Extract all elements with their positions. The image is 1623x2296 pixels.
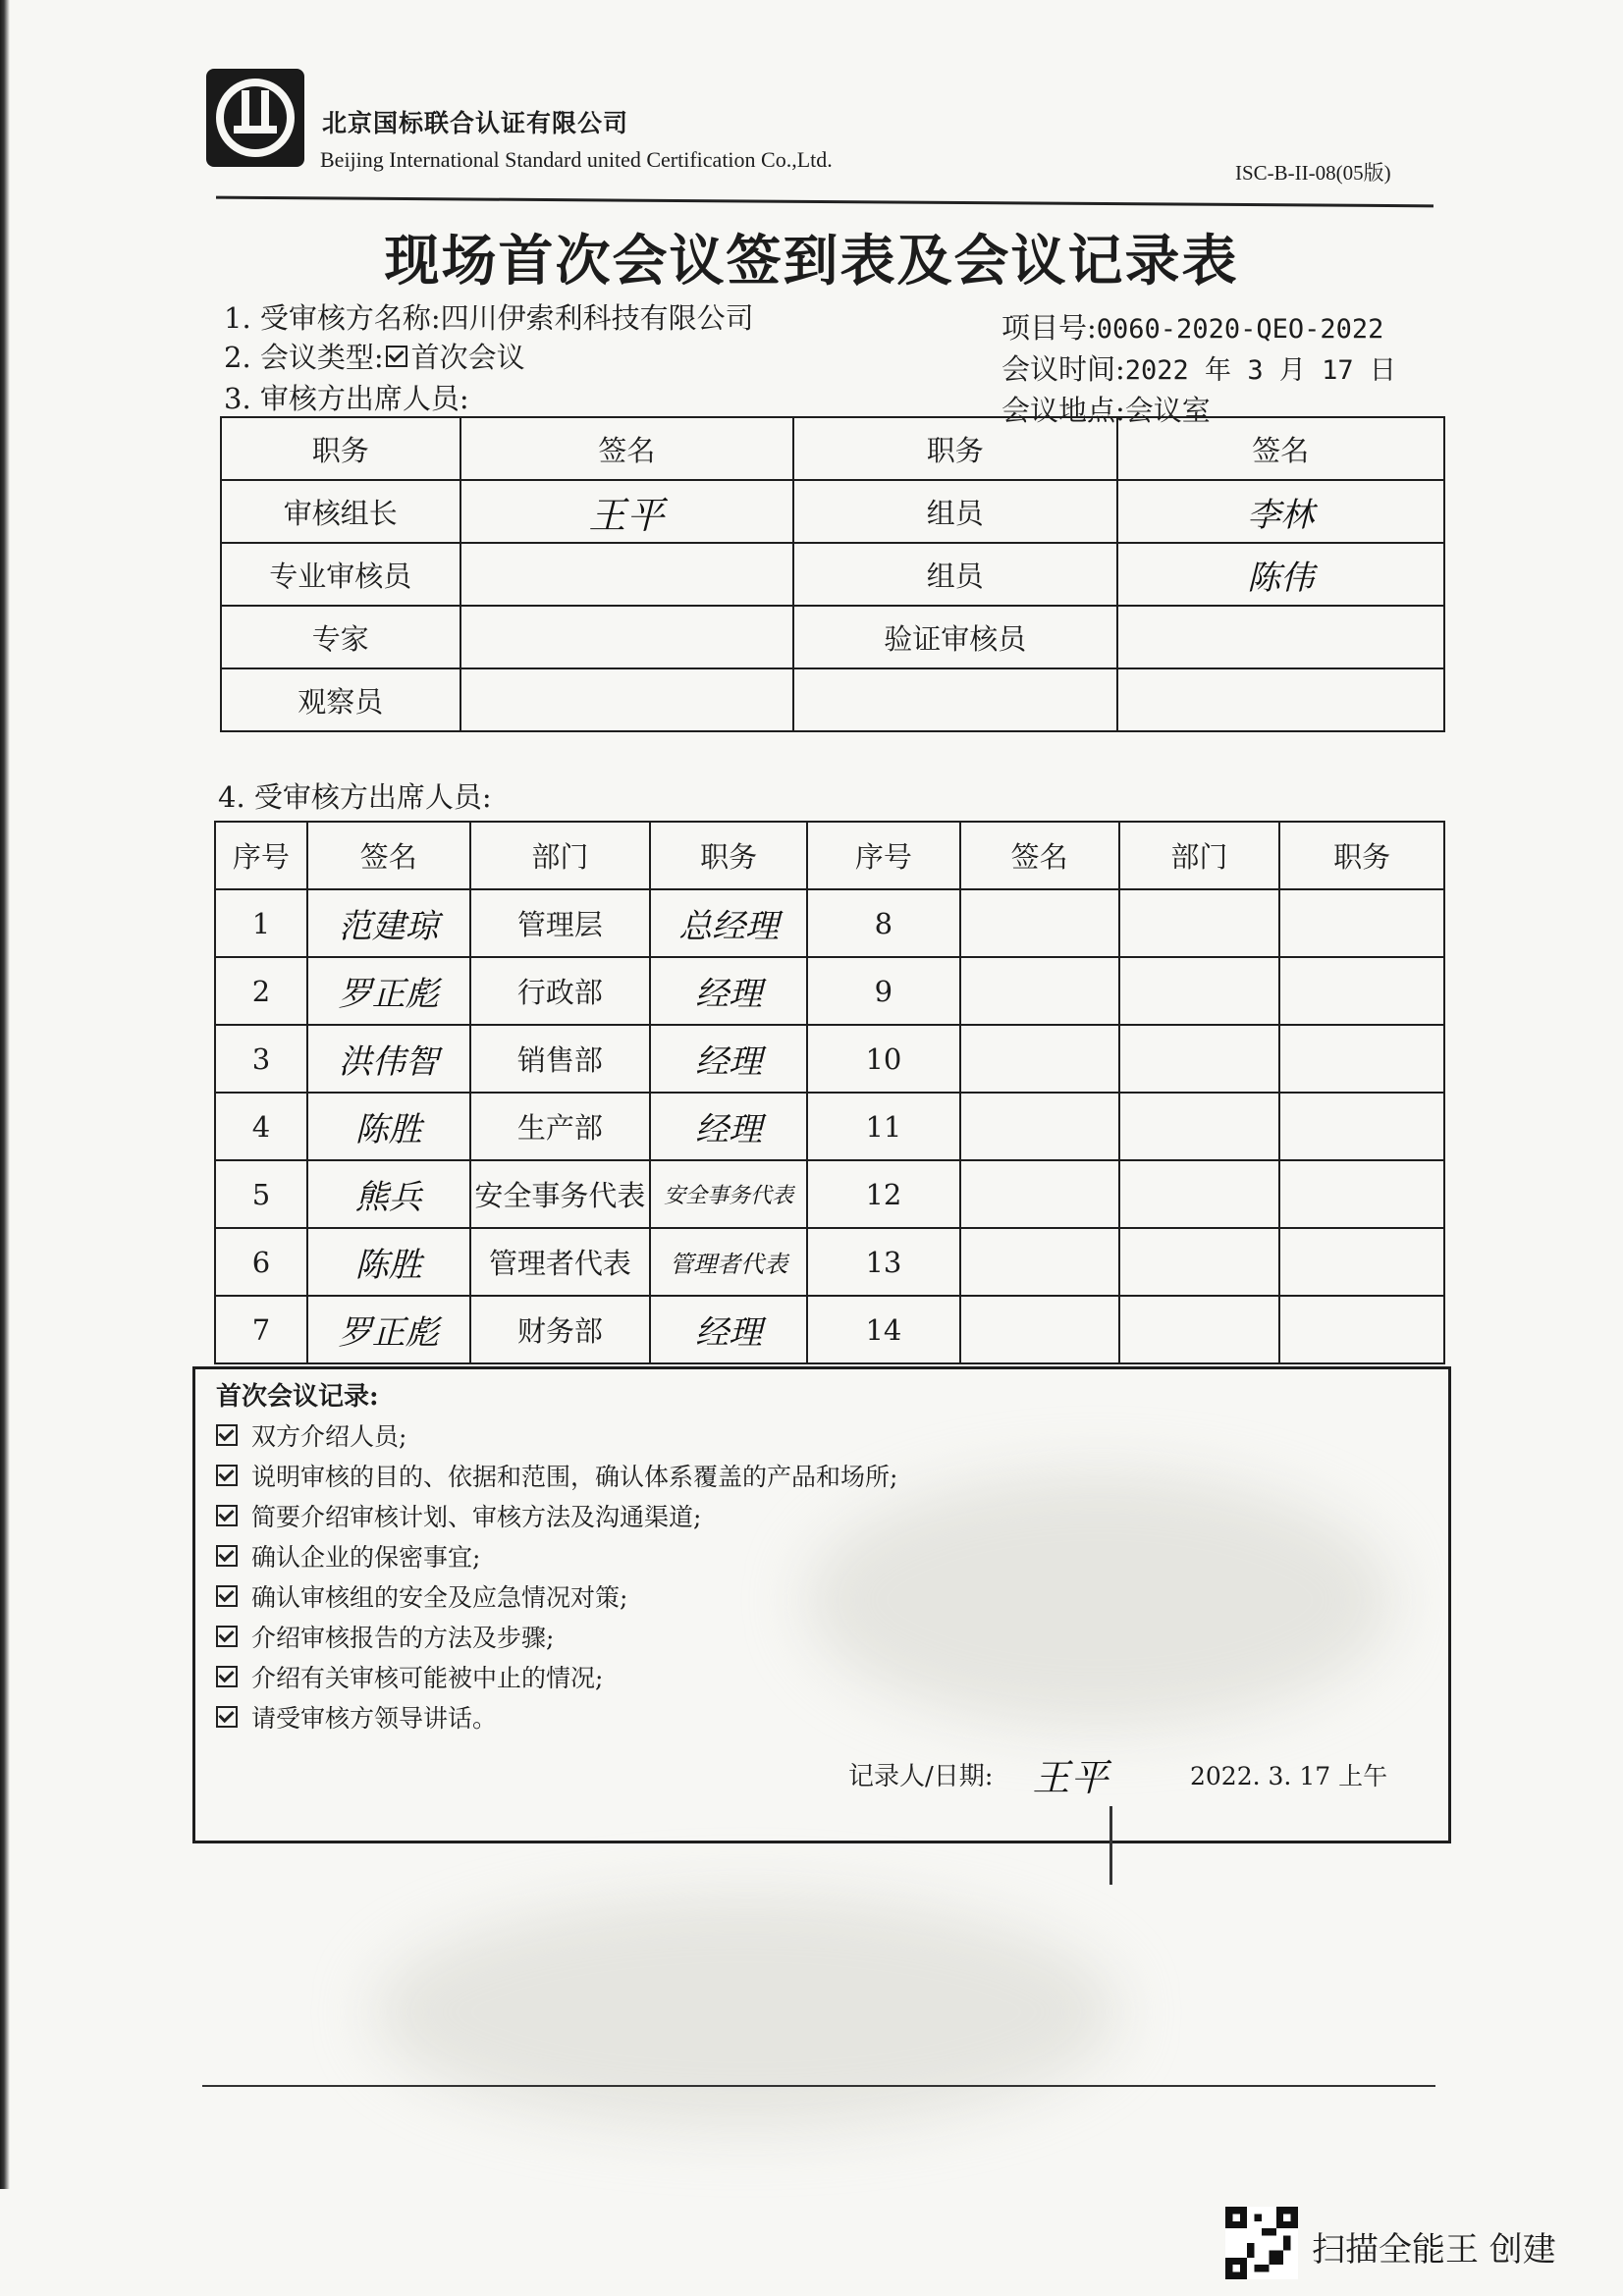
- position-cell: [1279, 1296, 1444, 1363]
- meeting-time-line: [1001, 347, 1396, 388]
- signature-cell: 罗正彪: [307, 1296, 470, 1363]
- table-header-row: [221, 417, 1444, 480]
- recorder-signature: 王平: [1032, 1756, 1109, 1799]
- row-number: 11: [807, 1093, 960, 1160]
- row-number: 14: [807, 1296, 960, 1363]
- header-cell: 职务: [221, 417, 460, 480]
- checklist-item-text: 介绍有关审核可能被中止的情况;: [251, 1664, 604, 1692]
- auditee-line: [224, 296, 754, 337]
- meeting-time-label: 会议时间:: [1001, 352, 1125, 386]
- row-number: 13: [807, 1228, 960, 1296]
- checklist-item-text: 请受审核方领导讲话。: [251, 1704, 498, 1733]
- row-number: 2: [215, 957, 307, 1025]
- checkbox-checked-icon: [386, 346, 407, 367]
- position-cell: 经理: [650, 1296, 807, 1363]
- checkbox-checked-icon: [216, 1465, 238, 1486]
- row-number: 6: [215, 1228, 307, 1296]
- header-cell: 序号: [215, 822, 307, 889]
- recorder-label: 记录人/日期:: [848, 1762, 994, 1791]
- checklist-item: [216, 1699, 497, 1735]
- row-number: 9: [807, 957, 960, 1025]
- checklist-item: [216, 1538, 480, 1574]
- company-logo: [204, 67, 306, 169]
- checklist-item-text: 介绍审核报告的方法及步骤;: [251, 1624, 555, 1652]
- role-cell: 观察员: [221, 668, 460, 731]
- signature-cell: [960, 1093, 1119, 1160]
- role-cell: 审核组长: [221, 480, 460, 543]
- department-cell: [1119, 957, 1280, 1025]
- signature-cell: [1117, 668, 1444, 731]
- row-number: 5: [215, 1160, 307, 1228]
- meeting-place-value: 会议室: [1124, 394, 1211, 427]
- signature-cell: 陈伟: [1117, 543, 1444, 606]
- signature-cell: 王平: [460, 480, 793, 543]
- checklist-item: [216, 1498, 701, 1533]
- signature-cell: [960, 889, 1119, 957]
- checklist-item: [216, 1619, 554, 1654]
- signature-cell: 罗正彪: [307, 957, 470, 1025]
- header-cell: 签名: [1117, 417, 1444, 480]
- row-number: 1: [215, 889, 307, 957]
- signature-cell: [460, 668, 793, 731]
- checkbox-checked-icon: [216, 1706, 238, 1728]
- meeting-type-label: 2. 会议类型:: [224, 341, 384, 374]
- table-header-row: [215, 822, 1444, 889]
- checkbox-checked-icon: [216, 1585, 238, 1607]
- checkbox-checked-icon: [216, 1545, 238, 1567]
- signature-cell: 陈胜: [307, 1093, 470, 1160]
- position-cell: [1279, 1228, 1444, 1296]
- table-row: [215, 1296, 1444, 1363]
- checkbox-checked-icon: [216, 1626, 238, 1647]
- department-cell: 安全事务代表: [470, 1160, 651, 1228]
- table-row: [221, 606, 1444, 668]
- recorder-line: [848, 1747, 1109, 1801]
- header-cell: 序号: [807, 822, 960, 889]
- signature-cell: [960, 1160, 1119, 1228]
- table-row: [221, 543, 1444, 606]
- header-cell: 职务: [650, 822, 807, 889]
- project-line: [1001, 306, 1383, 347]
- role-cell: 验证审核员: [793, 606, 1116, 668]
- checkbox-checked-icon: [216, 1666, 238, 1687]
- checklist-item-text: 说明审核的目的、依据和范围，确认体系覆盖的产品和场所;: [251, 1463, 898, 1491]
- header-cell: 部门: [1119, 822, 1280, 889]
- signature-cell: 李林: [1117, 480, 1444, 543]
- table-row: [215, 1228, 1444, 1296]
- checklist-item: [216, 1458, 897, 1493]
- header-cell: 职务: [1279, 822, 1444, 889]
- signature-cell: 洪伟智: [307, 1025, 470, 1093]
- role-cell: 专业审核员: [221, 543, 460, 606]
- signature-stroke: [1109, 1806, 1112, 1885]
- record-date: 2022. 3. 17 上午: [1190, 1762, 1388, 1790]
- row-number: 10: [807, 1025, 960, 1093]
- signature-cell: [460, 543, 793, 606]
- project-number: 0060-2020-QEO-2022: [1096, 314, 1384, 345]
- checklist-item: [216, 1578, 627, 1614]
- department-cell: 财务部: [470, 1296, 651, 1363]
- position-cell: 经理: [650, 1093, 807, 1160]
- signature-cell: [960, 957, 1119, 1025]
- checklist-item-text: 确认审核组的安全及应急情况对策;: [251, 1583, 628, 1612]
- signature-cell: 陈胜: [307, 1228, 470, 1296]
- auditee-value: 四川伊索利科技有限公司: [440, 301, 754, 335]
- checklist-item-text: 双方介绍人员;: [251, 1422, 407, 1451]
- role-cell: 组员: [793, 480, 1116, 543]
- department-cell: [1119, 1025, 1280, 1093]
- table-row: [215, 1025, 1444, 1093]
- audit-team-label: 3. 审核方出席人员:: [224, 382, 469, 415]
- position-cell: 安全事务代表: [650, 1160, 807, 1228]
- department-cell: 行政部: [470, 957, 651, 1025]
- row-number: 3: [215, 1025, 307, 1093]
- header-cell: 签名: [307, 822, 470, 889]
- signature-cell: [960, 1025, 1119, 1093]
- row-number: 8: [807, 889, 960, 957]
- meeting-type-line: [224, 336, 525, 376]
- position-cell: 总经理: [650, 889, 807, 957]
- header-divider: [216, 196, 1434, 208]
- form-code: ISC-B-II-08(05版): [1235, 161, 1391, 185]
- table-row: [215, 1093, 1444, 1160]
- header-cell: 职务: [793, 417, 1116, 480]
- row-number: 12: [807, 1160, 960, 1228]
- position-cell: [1279, 889, 1444, 957]
- signature-cell: 范建琼: [307, 889, 470, 957]
- auditee-attendees-table: [214, 821, 1445, 1364]
- position-cell: [1279, 1093, 1444, 1160]
- row-number: 7: [215, 1296, 307, 1363]
- meeting-time-value: 2022 年 3 月 17 日: [1124, 355, 1396, 386]
- checklist-item-text: 简要介绍审核计划、审核方法及沟通渠道;: [251, 1503, 702, 1531]
- department-cell: 管理者代表: [470, 1228, 651, 1296]
- department-cell: [1119, 1296, 1280, 1363]
- position-cell: 管理者代表: [650, 1228, 807, 1296]
- table-row: [215, 889, 1444, 957]
- checklist-item: [216, 1417, 406, 1453]
- document-title: 现场首次会议签到表及会议记录表: [384, 230, 1239, 294]
- header-cell: 签名: [960, 822, 1119, 889]
- scan-smudge: [373, 1895, 1119, 2130]
- position-cell: [1279, 1160, 1444, 1228]
- checkbox-checked-icon: [216, 1424, 238, 1446]
- scan-left-edge: [0, 0, 61, 2189]
- meeting-type-value: 首次会议: [410, 341, 525, 374]
- position-cell: 经理: [650, 957, 807, 1025]
- company-name-cn: 北京国标联合认证有限公司: [322, 109, 629, 137]
- auditee-label: 1. 受审核方名称:: [224, 301, 441, 335]
- signature-cell: [960, 1228, 1119, 1296]
- department-cell: [1119, 889, 1280, 957]
- table-row: [215, 1160, 1444, 1228]
- signature-cell: [1117, 606, 1444, 668]
- checklist-item-text: 确认企业的保密事宜;: [251, 1543, 481, 1572]
- signature-cell: [960, 1296, 1119, 1363]
- signature-cell: 熊兵: [307, 1160, 470, 1228]
- signature-cell: [460, 606, 793, 668]
- position-cell: [1279, 957, 1444, 1025]
- department-cell: [1119, 1160, 1280, 1228]
- role-cell: [793, 668, 1116, 731]
- checkbox-checked-icon: [216, 1505, 238, 1526]
- table-row: [221, 668, 1444, 731]
- role-cell: 专家: [221, 606, 460, 668]
- table-row: [221, 480, 1444, 543]
- department-cell: 生产部: [470, 1093, 651, 1160]
- header-cell: 签名: [460, 417, 793, 480]
- header-cell: 部门: [470, 822, 651, 889]
- qr-code-icon: [1225, 2207, 1298, 2279]
- department-cell: [1119, 1228, 1280, 1296]
- company-name-en: Beijing International Standard united Certification Co.,Ltd.: [320, 147, 833, 172]
- department-cell: 销售部: [470, 1025, 651, 1093]
- auditee-attendees-label: 4. 受审核方出席人员:: [218, 780, 492, 814]
- department-cell: 管理层: [470, 889, 651, 957]
- row-number: 4: [215, 1093, 307, 1160]
- checklist-item: [216, 1659, 603, 1694]
- meeting-place-label: 会议地点:: [1001, 394, 1125, 427]
- table-row: [215, 957, 1444, 1025]
- bottom-divider: [202, 2085, 1435, 2087]
- position-cell: [1279, 1025, 1444, 1093]
- meeting-notes-title: 首次会议记录:: [216, 1382, 379, 1412]
- position-cell: 经理: [650, 1025, 807, 1093]
- department-cell: [1119, 1093, 1280, 1160]
- role-cell: 组员: [793, 543, 1116, 606]
- scanner-watermark: 扫描全能王 创建: [1312, 2230, 1556, 2269]
- audit-team-table: [220, 416, 1445, 732]
- project-label: 项目号:: [1001, 311, 1097, 345]
